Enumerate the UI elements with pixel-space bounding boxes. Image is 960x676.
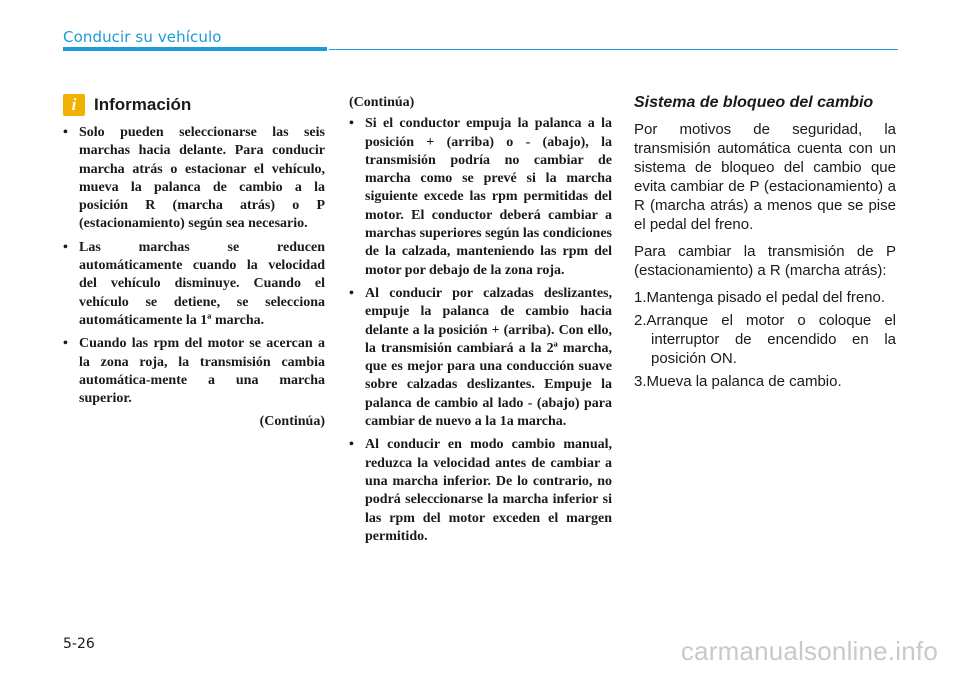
header-rule-thin: [329, 49, 898, 50]
info-bullet: • Cuando las rpm del motor se acercan a la zona roja, la transmisión cambia automática-mente a una marcha superior.: [63, 335, 325, 408]
step-item: 2.Arranque el motor o coloque el interruptor de encendido en la posición ON.: [634, 312, 896, 367]
info-continued-column: [349, 94, 612, 551]
shift-lock-title: Sistema de bloqueo del cambio: [634, 94, 874, 111]
section-header: Conducir su vehículo: [63, 28, 222, 46]
info-bullet: • Si el conductor empuja la palanca a la posición + (arriba) o - (abajo), la transmisión podría no cambiar de marcha como se prevé si la marcha siguiente excede las rpm permitidas del motor. El conductor deberá cambiar a marchas superiores según las condiciones de la calzada, manteniendo las rpm del motor por debajo de la zona roja.: [349, 115, 612, 280]
info-column: [63, 94, 325, 432]
continued-label: (Continúa): [349, 95, 415, 110]
continues-label: (Continúa): [259, 414, 325, 430]
header-rule-thick: [63, 47, 327, 51]
info-icon: i: [63, 94, 85, 116]
info-bullet: • Las marchas se reducen automáticamente cuando la velocidad del vehículo disminuye. Cuando el vehículo se detiene, se selecciona automáticamente la 1ª marcha.: [63, 239, 325, 330]
info-bullet: • Al conducir por calzadas deslizantes, empuje la palanca de cambio hacia delante a la posición + (arriba). Con ello, la transmisión cambiará a la 2ª marcha, que es mejor para una conducción suave sobre calzadas deslizantes. Empuje la palanca de cambio al lado - (abajo) para cambiar de nuevo a la 1a marcha.: [349, 285, 612, 431]
info-bullet: • Solo pueden seleccionarse las seis marchas hacia delante. Para conducir marcha atrás o estacionar el vehículo, mueva la palanca de cambio a la posición R (marcha atrás) o P (estacionamiento) según sea necesario.: [63, 124, 325, 234]
shift-lock-body: [634, 120, 896, 391]
shift-lock-paragraph: Para cambiar la transmisión de P (estacionamiento) a R (marcha atrás):: [634, 243, 896, 279]
shift-lock-steps: [634, 288, 896, 391]
step-item: 3.Mueva la palanca de cambio.: [634, 373, 842, 390]
page-number: 5-26: [63, 636, 95, 652]
info-title: Información: [94, 95, 192, 114]
watermark: carmanualsonline.info: [680, 636, 938, 666]
step-item: 1.Mantenga pisado el pedal del freno.: [634, 289, 886, 306]
info-heading: [63, 94, 325, 116]
info-bullet: • Al conducir en modo cambio manual, reduzca la velocidad antes de cambiar a una marcha inferior. De lo contrario, no podrá seleccionarse la marcha inferior si las rpm del motor exceden el margen permitido.: [349, 436, 612, 546]
shift-lock-column: [634, 94, 896, 395]
info-continued-bullet-list: [349, 115, 612, 546]
shift-lock-paragraph: Por motivos de seguridad, la transmisión automática cuenta con un sistema de bloqueo del cambio que evita cambiar de P (estacionamiento) a R (marcha atrás) a menos que se pise el pedal del freno.: [634, 121, 896, 233]
info-bullet-list: [63, 124, 325, 408]
